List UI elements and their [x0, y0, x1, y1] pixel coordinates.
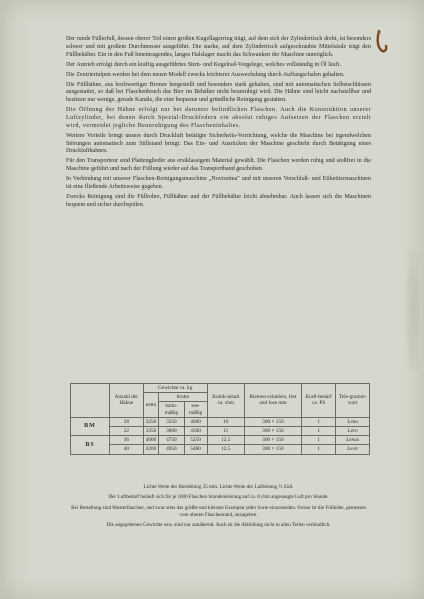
cell-anzahl: 28 — [110, 417, 144, 426]
model-cell: BS — [71, 436, 110, 454]
header-anzahl: Anzahl der Hähne — [110, 384, 144, 418]
body-text — [66, 36, 371, 212]
header-bahn: bahn-mäßig — [159, 402, 184, 417]
header-tele: Tele-gramm-wort — [336, 384, 370, 418]
cell-wort: Lena — [336, 417, 370, 426]
cell-wort: Lenax — [336, 436, 370, 445]
cell-bahn: 3860 — [159, 427, 184, 436]
header-brutto: brutto — [159, 393, 207, 402]
cell-kubik: 10 — [207, 417, 244, 426]
cell-netto: 3250 — [143, 417, 159, 426]
footnotes — [66, 484, 371, 533]
footnote: Der Luftbedarf beläuft sich für je 1000 Flaschen Stundenleistung auf ca. 8 cbm angesaugte Luft pro Stunde. — [108, 494, 329, 501]
cell-bahn: 4750 — [159, 436, 184, 445]
cell-riemen: 300 × 150 — [244, 436, 301, 445]
table-row — [71, 417, 370, 426]
cell-see: 4300 — [184, 427, 207, 436]
cell-netto: 3350 — [143, 427, 159, 436]
cell-kraft: 1 — [301, 417, 335, 426]
cell-riemen: 300 × 150 — [244, 427, 301, 436]
cell-kraft: 1 — [301, 427, 335, 436]
header-riemen: Riemen-scheiben, fest und lose mm — [244, 384, 301, 418]
table-row — [71, 445, 370, 454]
specification-table — [70, 383, 370, 455]
header-gewicht: Gewichte ca. kg — [143, 384, 207, 393]
cell-riemen: 300 × 150 — [244, 445, 301, 454]
header-kubik: Kubik-inhalt ca. cbm — [207, 384, 244, 418]
cell-kubik: 12,5 — [207, 436, 244, 445]
cell-anzahl: 36 — [110, 436, 144, 445]
footnote: Die angegebenen Gewichte usw. sind nur annähernd. Auch ist die Abbildung nicht in allen Teilen verbindlich. — [106, 522, 331, 529]
cell-kraft: 1 — [301, 445, 335, 454]
header-kraft: Kraft-bedarf ca. PS — [301, 384, 335, 418]
paper-stain — [406, 250, 420, 370]
cell-riemen: 300 × 150 — [244, 417, 301, 426]
cell-wort: Lero — [336, 427, 370, 436]
paragraph: Zwecks Reinigung sind die Füllrohre, Füllhähne und der Füllbehälter leicht abnehmbar. Auch lassen sich die Maschinen bequem und sicher durchspülen. — [66, 193, 371, 208]
cell-netto: 4200 — [143, 445, 159, 454]
cell-netto: 4000 — [143, 436, 159, 445]
model-cell: BM — [71, 417, 110, 435]
paragraph: In Verbindung mit unserer Flaschen-Reinigungsmaschine „Novissima" und mit unseren Verschluß- und Etikettiermaschinen ist eine fließende Arbeitsweise gegeben. — [66, 176, 371, 190]
paragraph: Der runde Füllerfuß, dessen oberer Teil einen großen Kugellagerring trägt, auf dem sich der Zylindertisch dreht, ist besonders schwer und mit großem Durchmesser ausgeführt. Die starke, auf dem Zylindertisch aufgeschraubte Mittelsäule trägt den Füllbehälter. Ein in den Fuß hineinragendes, langes Halslager macht das Schwanken der Maschine unmöglich. — [66, 36, 371, 58]
paragraph: Die Zentriertulpen werden bei dem neuen Modell zwecks leichterer Auswechslung durch Auffangschalen gehalten. — [66, 71, 345, 78]
cell-anzahl: 32 — [110, 427, 144, 436]
cell-kubik: 12,5 — [207, 445, 244, 454]
cell-kubik: 11 — [207, 427, 244, 436]
metal-clip — [371, 28, 391, 58]
paragraph: Weitere Vorteile bringt unsere durch Druckluft betätigte Sicherheits-Vorrichtung, welche die Maschine bei irgendwelchen Störungen automatisch zum Stillstand bringt. Das Ein- und Ausrücken der Maschine geschieht durch Betätigung eines Drucklufthahnes. — [66, 132, 371, 155]
header-netto: netto — [143, 393, 159, 418]
cell-see: 4000 — [184, 417, 207, 426]
paragraph: Für den Transporteur sind Plattenglieder aus erstklassigem Material gewählt. Die Flaschen werden ruhig und stoßfrei in die Maschine geführt und nach der Füllung wieder auf das Transportband geschoben. — [66, 158, 371, 173]
footnote: Lichte Weite der Bierleitung 35 mm. Lichte Weite der Luftleitung ½ Zoll. — [143, 484, 294, 490]
paragraph: Die Füllhähne, aus hochwertiger Bronze hergestellt und besonders stark gehalten, sind mit automatischen Selbstschlüssen ausgestattet, so daß bei Flaschenbruch das Bier im Behälter nicht beunruhigt wird. Die Hähne sind leicht nachstellbar und besitzen nur wenige, gerade Kanäle, die eine bequeme und gründliche Reinigung gestatten. — [66, 81, 371, 104]
cell-bahn: 4950 — [159, 445, 184, 454]
model-header — [71, 384, 110, 418]
paragraph: Der Antrieb erfolgt durch ein kräftig ausgeführtes Stirn- und Kegelrad-Vorgelege, welches vollständig in Öl läuft. — [66, 61, 341, 68]
cell-anzahl: 40 — [110, 445, 144, 454]
cell-see: 5480 — [184, 445, 207, 454]
table-row — [71, 436, 370, 445]
header-see: see-mäßig — [184, 402, 207, 417]
cell-kraft: 1 — [301, 436, 335, 445]
table-row — [71, 427, 370, 436]
cell-wort: Levir — [336, 445, 370, 454]
cell-bahn: 3550 — [159, 417, 184, 426]
paragraph: Die Öffnung der Hähne erfolgt nur bei darunter befindlichen Flaschen. Auch die Konstruktion unserer Luftzylinder, bei denen durch Spezial-Druckfedern ein absolut ruhiges Aufsetzen der Flaschen erzielt wird, vermeidet jegliche Beunruhigung des Flascheninhaltes. — [66, 107, 371, 129]
footnote: Bei Bestellung sind Musterflaschen, und zwar stets das größte und kleinste Exemplar jeder Sorte einzusenden. Ferner ist die Füllhöhe, gemessen vom oberen Flaschenrand, anzugeben. — [71, 504, 366, 518]
cell-see: 5250 — [184, 436, 207, 445]
